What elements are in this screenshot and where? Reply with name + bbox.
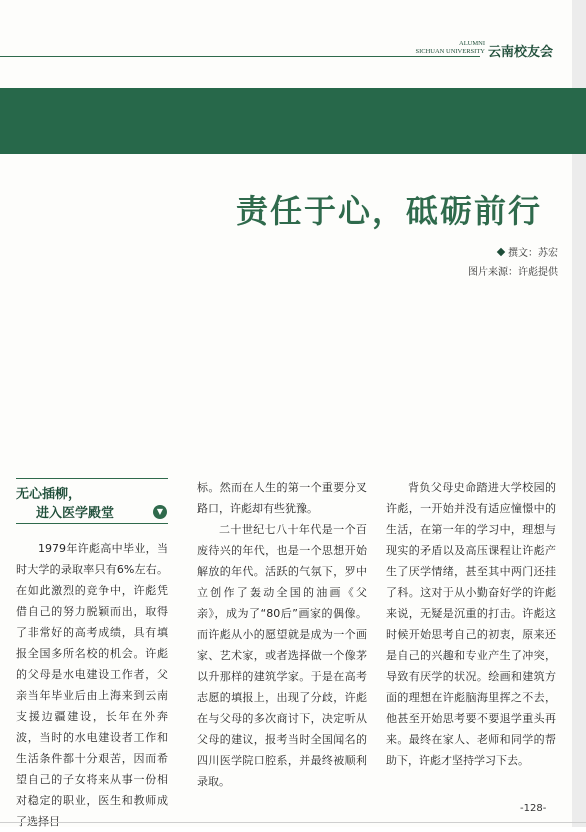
paragraph: 1979年许彪高中毕业，当时大学的录取率只有6%左右。在如此激烈的竞争中，许彪凭借自己的努力脱颖而出，取得了非常好的高考成绩，具有填报全国多所名校的机会。许彪的父母是水电建设工作者，父亲当年毕业后由上海来到云南支援边疆建设，长年在外奔波，当时的水电建设者工作和生活条件都十分艰苦，因而希望自己的子女将来从事一份相对稳定的职业，医生和教师成了选择目	[16, 542, 168, 828]
paragraph: 二十世纪七八十年代是一个百废待兴的年代，也是一个思想开始解放的年代。活跃的气氛下，罗中立创作了轰动全国的油画《父亲》，成为了“80后”画家的偶像。而许彪从小的愿望就是成为一个画家、艺术家，或者选择做一个像茅以升那样的建筑学家。于是在高考志愿的填报上，出现了分歧，许彪在与父母的多次商讨下，决定听从父母的建议，报考当时全国闻名的四川医学院口腔系，并最终被顺利录取。	[197, 523, 367, 788]
paragraph: 背负父母史命踏进大学校园的许彪，一开始并没有适应憧憬中的生活，在第一年的学习中，理想与现实的矛盾以及高压课程让许彪产生了厌学情绪，甚至其中两门还挂了科。这对于从小勤奋好学的许彪来说，无疑是沉重的打击。许彪这时候开始思考自己的初衷，原来还是自己的兴趣和专业产生了冲突，导致有厌学的状况。绘画和建筑方面的理想在许彪脑海里挥之不去，他甚至开始思考要不要退学重头再来。最终在家人、老师和同学的帮助下，许彪才坚持学习下去。	[386, 481, 556, 767]
alumni-en-line2: SICHUAN UNIVERSITY	[415, 48, 485, 55]
paragraph: 标。然而在人生的第一个重要分叉路口，许彪却有些犹豫。	[197, 481, 367, 515]
chevron-down-icon: ▼	[153, 505, 167, 519]
text-column-1	[16, 538, 168, 832]
photo-credit: 图片来源：许彪提供	[468, 267, 558, 278]
author-byline	[498, 244, 558, 259]
text-column-2	[197, 477, 367, 792]
section-heading-line1: 无心插柳，	[16, 487, 82, 502]
page-number: -128-	[520, 803, 547, 814]
section-heading-line2: 进入医学殿堂	[36, 506, 115, 521]
green-banner	[0, 88, 586, 154]
header-rule	[0, 56, 480, 57]
article-title: 责任于心，砥砺前行	[236, 192, 543, 230]
author-text: 撰文：苏宏	[508, 248, 558, 259]
text-column-3	[386, 477, 556, 771]
alumni-en-line1: ALUMNI	[459, 40, 485, 47]
diamond-icon	[497, 248, 505, 256]
alumni-english-label	[415, 40, 485, 56]
alumni-chinese-label: 云南校友会	[488, 45, 554, 60]
footer-rule	[0, 822, 586, 823]
